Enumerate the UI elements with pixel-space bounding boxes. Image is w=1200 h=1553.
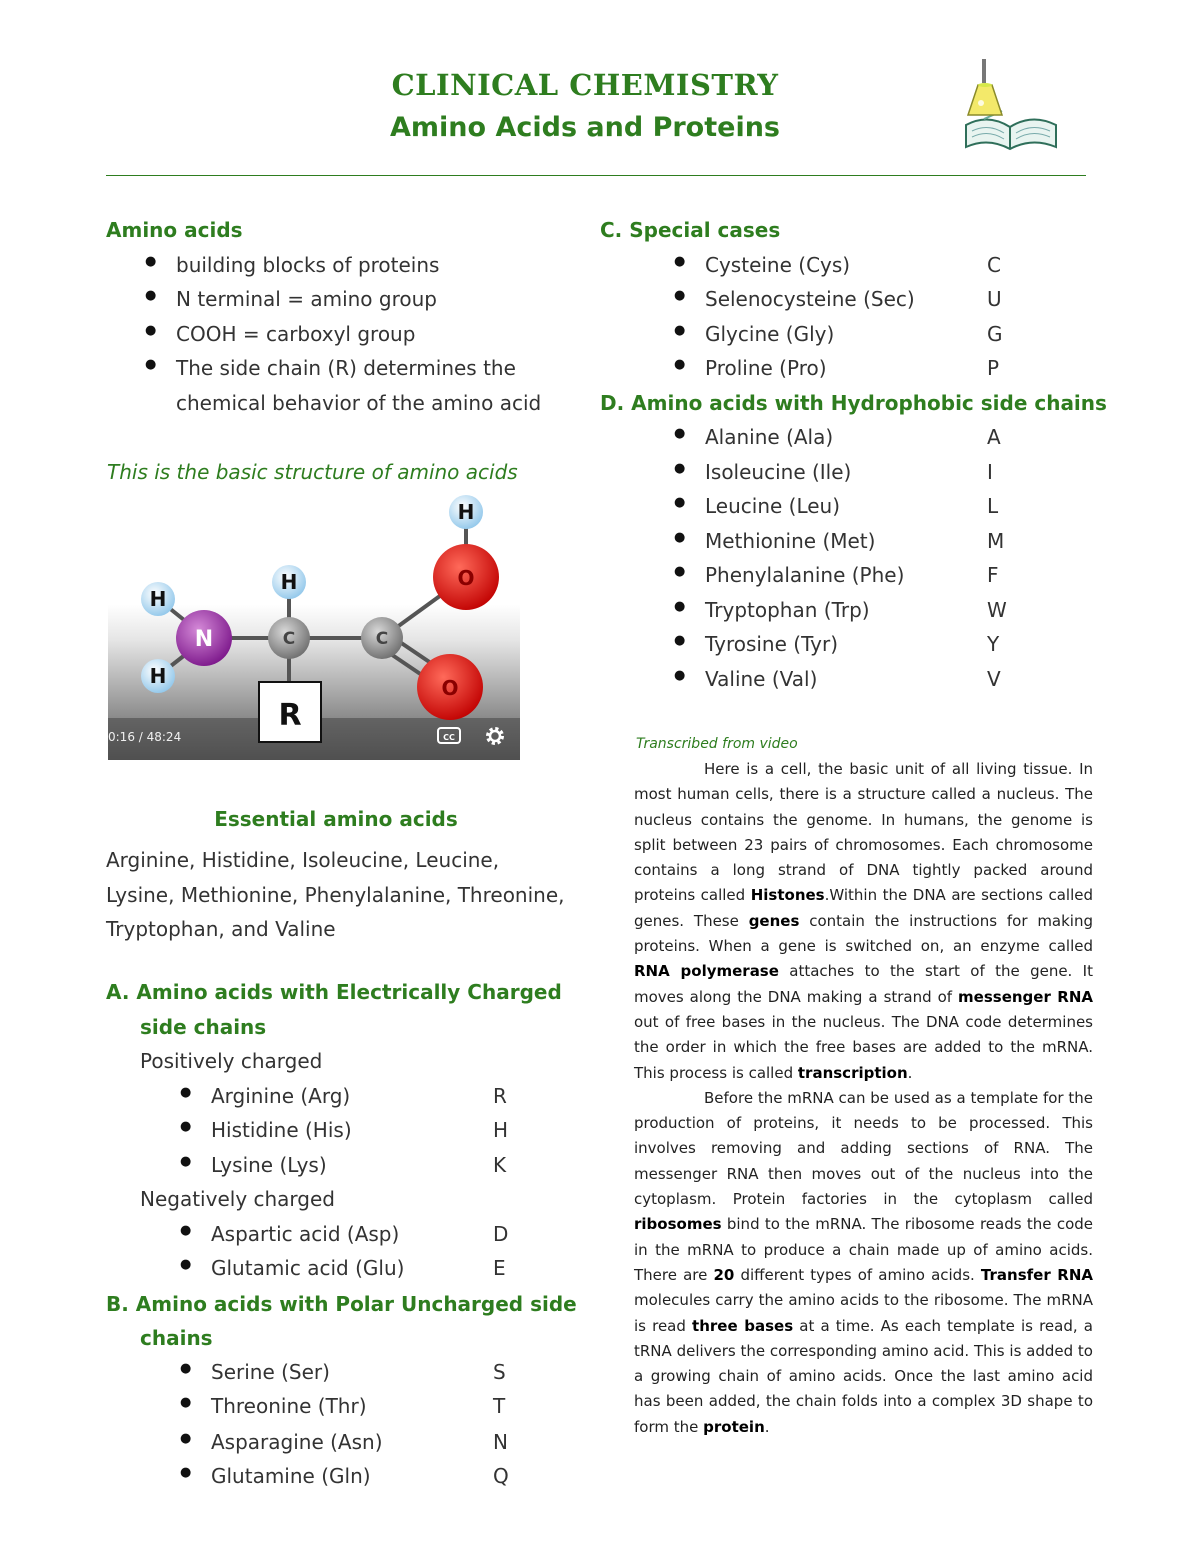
list-item: ● Histidine (His) bbox=[211, 1118, 352, 1142]
figure-caption: This is the basic structure of amino acids bbox=[107, 460, 518, 484]
document-subtitle: Amino Acids and Proteins bbox=[390, 112, 780, 143]
atom-label: C bbox=[282, 629, 296, 649]
one-letter-code: T bbox=[493, 1394, 506, 1418]
atom-label: C bbox=[375, 629, 389, 649]
section-a-heading: A. Amino acids with Electrically Charged bbox=[106, 980, 562, 1004]
atom-label: H bbox=[149, 664, 167, 688]
side-chain-label: R bbox=[278, 698, 302, 733]
transcript-text bbox=[634, 757, 1093, 1440]
positive-charged-label: Positively charged bbox=[140, 1049, 323, 1073]
video-timestamp: 0:16 / 48:24 bbox=[108, 730, 182, 744]
one-letter-code: Q bbox=[493, 1464, 509, 1488]
list-item: ● Lysine (Lys) bbox=[211, 1153, 327, 1177]
list-item: ● COOH = carboxyl group bbox=[176, 322, 415, 346]
one-letter-code: G bbox=[987, 322, 1003, 346]
list-item: ● Arginine (Arg) bbox=[211, 1084, 350, 1108]
list-item: ● Glutamine (Gln) bbox=[211, 1464, 371, 1488]
one-letter-code: D bbox=[493, 1222, 509, 1246]
one-letter-code: Y bbox=[987, 632, 1000, 656]
list-item: ● The side chain (R) determines the bbox=[176, 356, 516, 380]
transcript-paragraph-1: Here is a cell, the basic unit of all living tissue. In most human cells, there is a structure called a nucleus. The nucleus contains the genome. In humans, the genome is split between 23 pairs of chromosomes. Each chromosome contains a long strand of DNA tightly packed around proteins called Histones.Within the DNA are sections called genes. These genes contain the instructions for making proteins. When a gene is switched on, an enzyme called RNA polymerase attaches to the start of the gene. It moves along the DNA making a strand of messenger RNA out of free bases in the nucleus. The DNA code determines the order in which the free bases are added to the mRNA. This process is called transcription. bbox=[634, 760, 1094, 1082]
one-letter-code: L bbox=[987, 494, 999, 518]
atom-label: O bbox=[441, 676, 459, 700]
one-letter-code: H bbox=[493, 1118, 509, 1142]
list-item: ● Glycine (Gly) bbox=[705, 322, 834, 346]
atom-label: N bbox=[194, 627, 214, 652]
atom-label: H bbox=[280, 570, 298, 594]
list-item: ● Aspartic acid (Asp) bbox=[211, 1222, 399, 1246]
list-item: ● Threonine (Thr) bbox=[211, 1394, 367, 1418]
negative-charged-label: Negatively charged bbox=[140, 1187, 335, 1211]
amino-acids-heading: Amino acids bbox=[106, 218, 243, 242]
list-item: ● Asparagine (Asn) bbox=[211, 1430, 383, 1454]
list-item: ● Leucine (Leu) bbox=[705, 494, 840, 518]
atom-label: H bbox=[457, 500, 475, 524]
essential-amino-acids-heading: Essential amino acids bbox=[214, 807, 458, 831]
one-letter-code: U bbox=[987, 287, 1002, 311]
list-item-continuation: chemical behavior of the amino acid bbox=[176, 391, 542, 415]
one-letter-code: K bbox=[493, 1153, 507, 1177]
one-letter-code: A bbox=[987, 425, 1001, 449]
list-item: ● Selenocysteine (Sec) bbox=[705, 287, 915, 311]
one-letter-code: R bbox=[493, 1084, 507, 1108]
list-item: ● Alanine (Ala) bbox=[705, 425, 833, 449]
section-a-heading-continued: side chains bbox=[140, 1015, 267, 1039]
list-item: ● Proline (Pro) bbox=[705, 356, 827, 380]
section-b-heading-continued: chains bbox=[140, 1326, 213, 1350]
list-item: ● building blocks of proteins bbox=[176, 253, 439, 277]
one-letter-code: P bbox=[987, 356, 1000, 380]
header-divider bbox=[106, 175, 1086, 176]
one-letter-code: W bbox=[987, 598, 1007, 622]
list-item: ● N terminal = amino group bbox=[176, 287, 437, 311]
one-letter-code: I bbox=[987, 460, 993, 484]
section-d-heading: D. Amino acids with Hydrophobic side chains bbox=[600, 391, 1107, 415]
essential-amino-acids-list: Arginine, Histidine, Isoleucine, Leucine, Lysine, Methionine, Phenylalanine, Threonine, Tryptophan, and Valine bbox=[106, 848, 565, 941]
transcript-paragraph-2: Before the mRNA can be used as a template for the production of proteins, it needs to be processed. This involves removing and adding sections of RNA. The messenger RNA then moves out of the nucleus into the cytoplasm. Protein factories in the cytoplasm called ribosomes bind to the mRNA. The ribosome reads the code in the mRNA to produce a chain made up of amino acids. There are 20 different types of amino acids. Transfer RNA molecules carry the amino acids to the ribosome. The mRNA is read three bases at a time. As each template is read, a tRNA delivers the corresponding amino acid. This is added to a growing chain of amino acids. Once the last amino acid has been added, the chain folds into a complex 3D shape to form the protein. bbox=[634, 1088, 1093, 1436]
transcript-label: Transcribed from video bbox=[636, 736, 798, 752]
section-c-heading: C. Special cases bbox=[600, 218, 781, 242]
atom-label: H bbox=[149, 587, 167, 611]
list-item: ● Methionine (Met) bbox=[705, 529, 875, 553]
list-item: ● Isoleucine (Ile) bbox=[705, 460, 851, 484]
one-letter-code: V bbox=[987, 667, 1001, 691]
one-letter-code: M bbox=[987, 529, 1005, 553]
section-b-heading: B. Amino acids with Polar Uncharged side bbox=[106, 1292, 577, 1316]
list-item: ● Serine (Ser) bbox=[211, 1360, 330, 1384]
list-item: ● Cysteine (Cys) bbox=[705, 253, 850, 277]
list-item: ● Tyrosine (Tyr) bbox=[705, 632, 838, 656]
one-letter-code: C bbox=[987, 253, 1001, 277]
amino-acid-structure-video bbox=[108, 492, 520, 760]
chemistry-book-logo bbox=[958, 55, 1062, 155]
list-item: ● Glutamic acid (Glu) bbox=[211, 1256, 404, 1280]
list-item: ● Tryptophan (Trp) bbox=[705, 598, 870, 622]
atom-label: O bbox=[457, 566, 475, 590]
svg-text:CC: CC bbox=[443, 733, 455, 742]
one-letter-code: N bbox=[493, 1430, 508, 1454]
list-item: ● Valine (Val) bbox=[705, 667, 817, 691]
one-letter-code: S bbox=[493, 1360, 506, 1384]
document-title: CLINICAL CHEMISTRY bbox=[391, 68, 779, 102]
one-letter-code: E bbox=[493, 1256, 506, 1280]
one-letter-code: F bbox=[987, 563, 999, 587]
list-item: ● Phenylalanine (Phe) bbox=[705, 563, 904, 587]
